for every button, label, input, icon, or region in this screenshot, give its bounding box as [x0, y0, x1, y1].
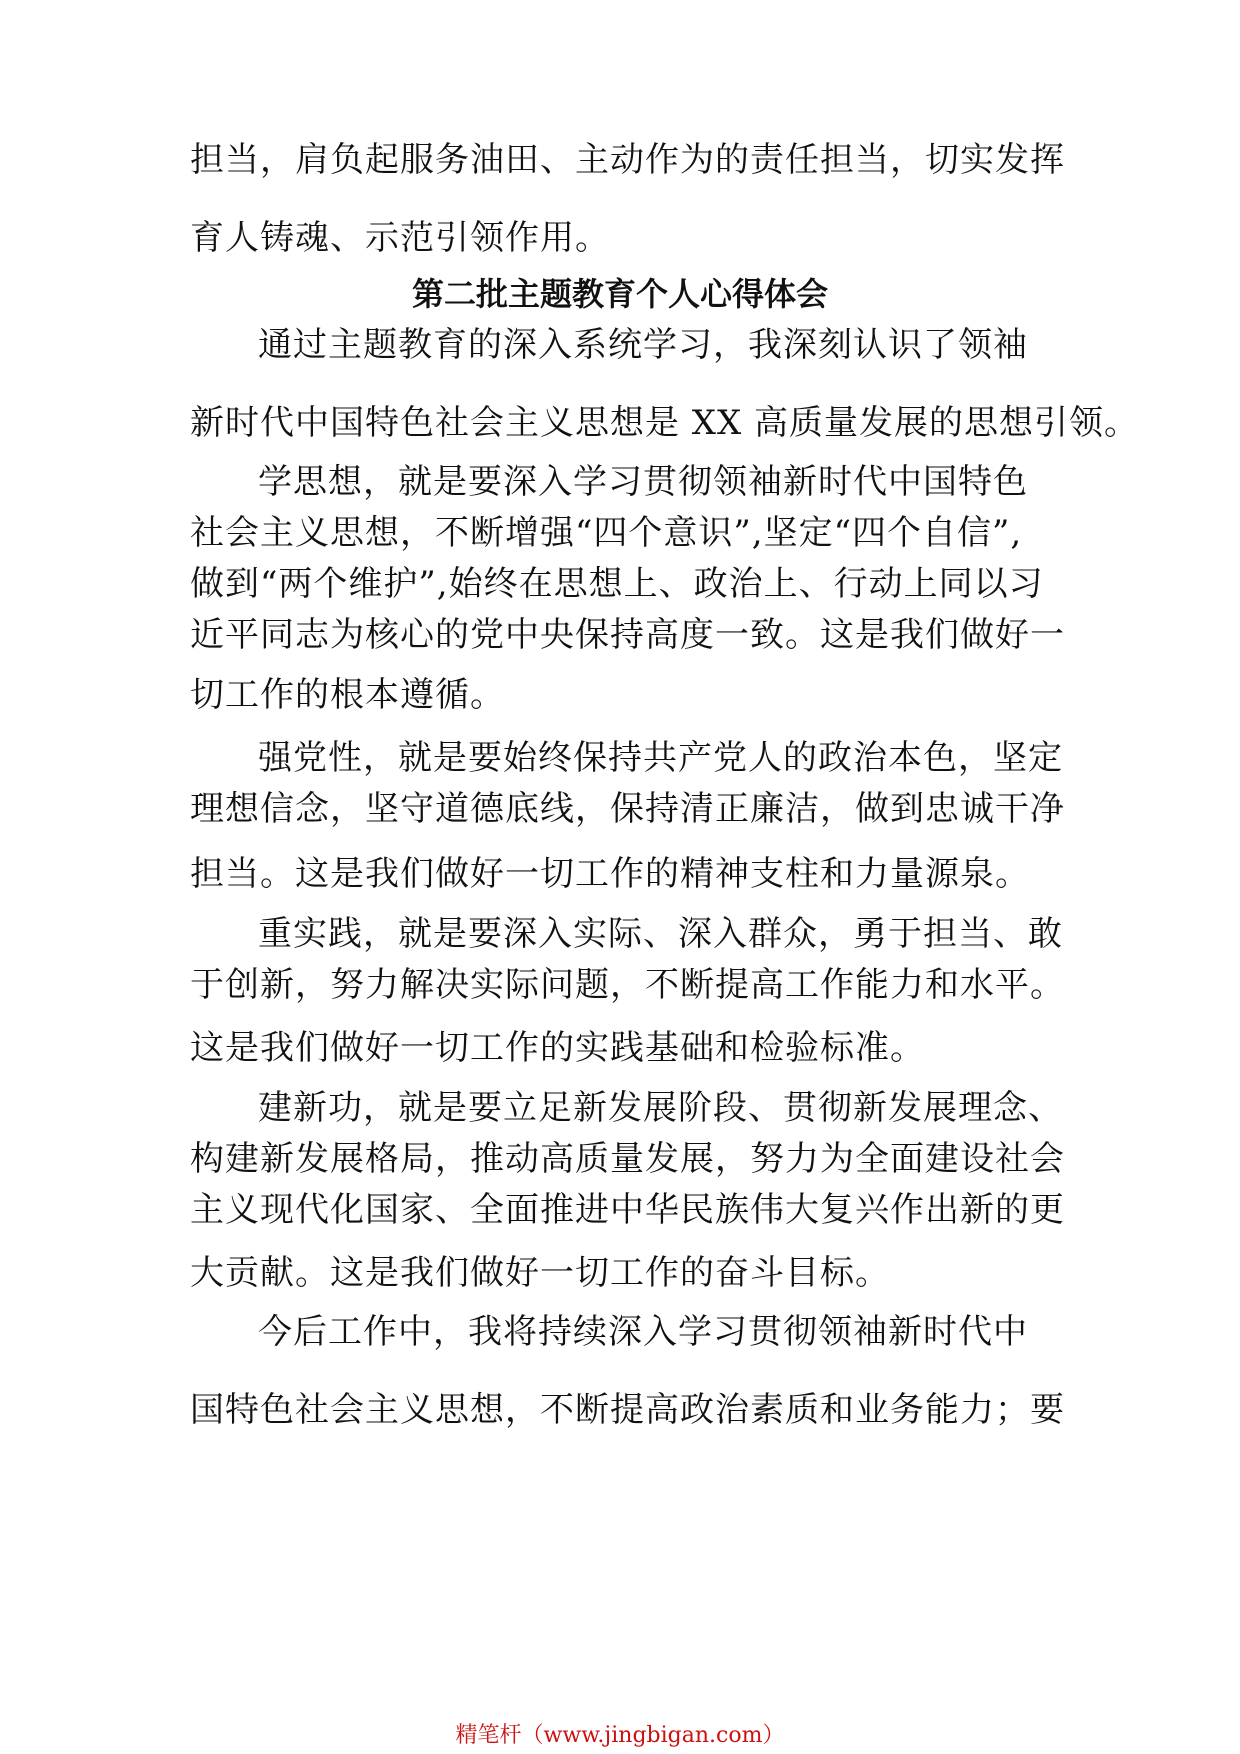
text-line: 育人铸魂、示范引领作用。 [190, 218, 610, 258]
text-line: 这是我们做好一切工作的实践基础和检验标准。 [190, 1028, 925, 1068]
text-line: 担当。这是我们做好一切工作的精神支柱和力量源泉。 [190, 854, 1030, 894]
paragraph-start-line: 建新功，就是要立足新发展阶段、贯彻新发展理念、 [258, 1088, 1063, 1128]
paragraph-start-line: 今后工作中，我将持续深入学习贯彻领袖新时代中 [258, 1312, 1028, 1352]
text-line: 新时代中国特色社会主义思想是 XX 高质量发展的思想引领。 [190, 403, 1140, 443]
paragraph-start-line: 重实践，就是要深入实际、深入群众，勇于担当、敢 [258, 914, 1063, 954]
document-title: 第二批主题教育个人心得体会 [411, 275, 828, 313]
text-line: 于创新，努力解决实际问题，不断提高工作能力和水平。 [190, 965, 1065, 1005]
text-line: 国特色社会主义思想，不断提高政治素质和业务能力；要 [190, 1390, 1065, 1430]
text-line: 大贡献。这是我们做好一切工作的奋斗目标。 [190, 1253, 890, 1293]
paragraph-start-line: 强党性，就是要始终保持共产党人的政治本色，坚定 [258, 738, 1063, 778]
paragraph-start-line: 通过主题教育的深入系统学习，我深刻认识了领袖 [258, 325, 1028, 365]
text-line: 做到“两个维护”,始终在思想上、政治上、行动上同以习 [190, 564, 1044, 604]
text-line: 近平同志为核心的党中央保持高度一致。这是我们做好一 [190, 615, 1065, 655]
text-line: 社会主义思想，不断增强“四个意识”,坚定“四个自信”, [190, 513, 1023, 553]
paragraph-start-line: 学思想，就是要深入学习贯彻领袖新时代中国特色 [258, 462, 1028, 502]
text-line: 理想信念，坚守道德底线，保持清正廉洁，做到忠诚干净 [190, 789, 1065, 829]
text-line: 主义现代化国家、全面推进中华民族伟大复兴作出新的更 [190, 1190, 1065, 1230]
text-line: 构建新发展格局，推动高质量发展，努力为全面建设社会 [190, 1139, 1065, 1179]
page-footer-watermark: 精笔杆（www.jingbigan.com） [455, 1723, 785, 1748]
text-line: 切工作的根本遵循。 [190, 675, 505, 715]
text-line: 担当，肩负起服务油田、主动作为的责任担当，切实发挥 [190, 140, 1065, 180]
